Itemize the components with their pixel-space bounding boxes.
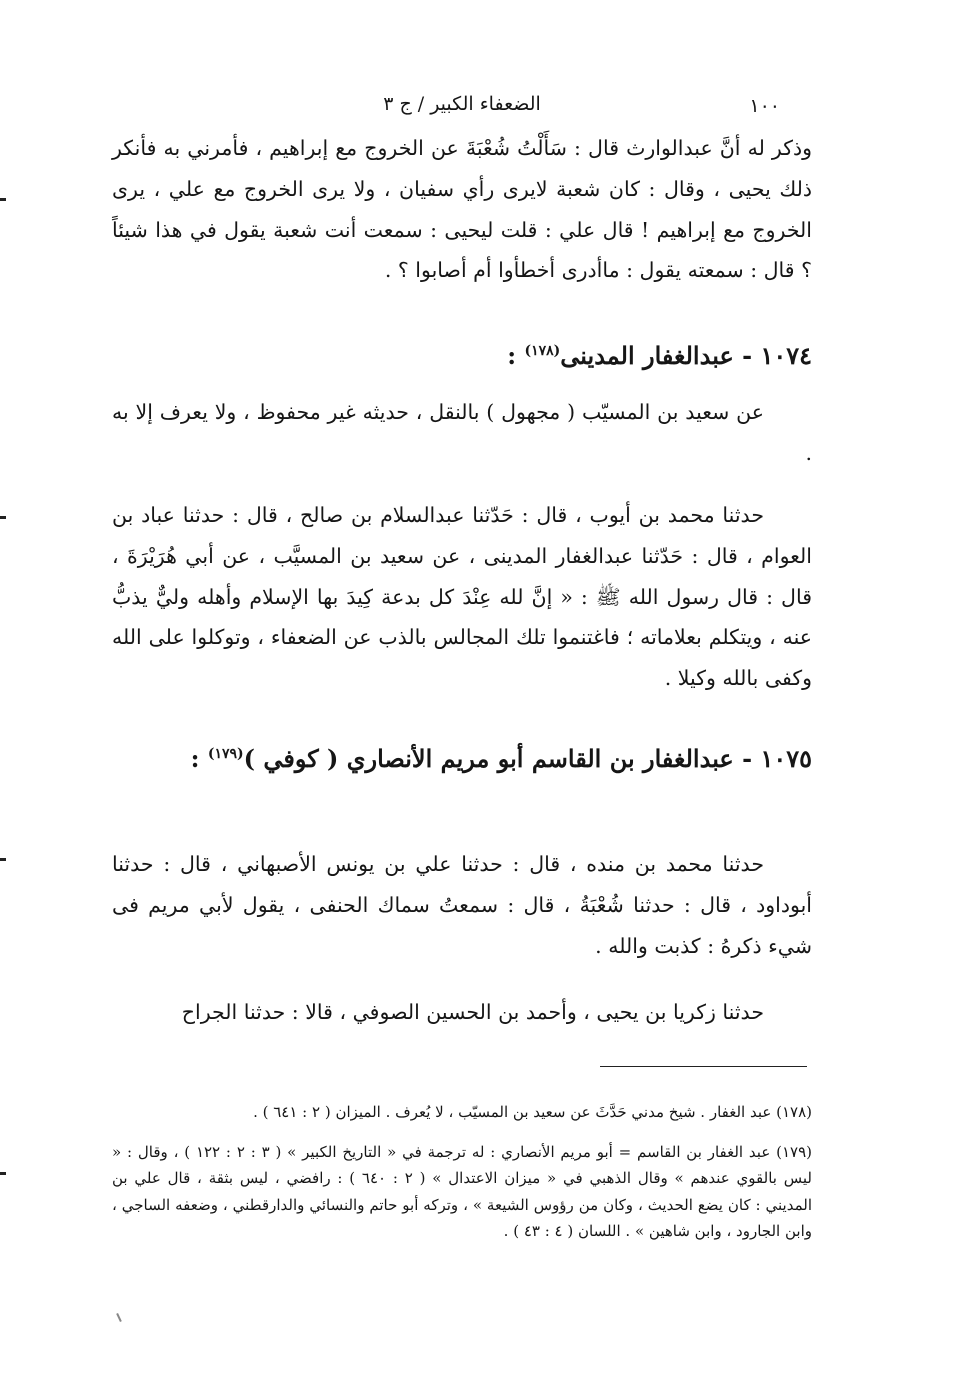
scan-margin-mark <box>0 516 6 519</box>
footnote-178: (١٧٨) عبد الغفار . شيخ مدني حَدَّثَ عن سعيد بن المسيّب ، لا يُعرف . الميزان ( ٢ : ٦٤١ ) . <box>253 1103 812 1121</box>
scan-margin-mark <box>0 198 6 201</box>
paragraph-last <box>112 992 812 1033</box>
scan-margin-mark <box>0 858 6 861</box>
page-header <box>112 88 812 120</box>
running-title: الضعفاء الكبير / ج ٣ <box>383 93 541 115</box>
paragraph: حدثنا محمد بن أيوب ، قال : حَدّثنا عبدالسلام بن صالح ، قال : حدثنا عباد بن العوام ، قال : حَدّثنا عبدالغفار المدينى ، عن سعيد بن المسيَّب ، عن أبي هُرَيْرَةَ ، قال : قال رسول الله ﷺ : « إنَّ لله عِنْدَ كل بدعة كِيدَ بها الإسلام وأهله وليٌّ يذبُّ عنه ، ويتكلم بعلاماته ؛ فاغتنموا تلك المجالس بالذب عن الضعفاء ، وتوكلوا على الله وكفى بالله وكيلا . <box>112 503 812 691</box>
footnote-179: (١٧٩) عبد الغفار بن القاسم = أبو مريم الأنصاري : له ترجمة في « التاريخ الكبير » ( ٣ : ٢ : ١٢٢ ) ، وقال : « ليس بالقوي عندهم » وقال الذهبي في « ميزان الاعتدال » ( ٢ : ٦٤٠ ) : رافضي ، ليس بثقة ، قال علي بن المديني : كان يضع الحديث ، وكان من رؤوس الشيعة » ، وتركه أبو حاتم والنسائي والدارقطني ، وضعفه الساجي ، وابن الجارود ، وابن شاهين » . اللسان ( ٤ : ٤٣ ) . <box>112 1142 812 1240</box>
footnote-ref: (١٧٨) <box>524 343 561 359</box>
paragraph: عن سعيد بن المسيّب ( مجهول ) بالنقل ، حديثه غير محفوظ ، ولا يعرف إلا به . <box>112 400 812 465</box>
hadith-block <box>112 495 812 699</box>
paragraph: وذكر له أنَّ عبدالوارث قال : سَأَلْتُ شُعْبَةَ عن الخروج مع إبراهيم ، فأمرني به فأنكر ذلك يحيى ، وقال : كان شعبة لايرى رأي سفيان ، ولا يرى الخروج مع علي ، يرى الخروج مع إبراهيم ! قال علي : قلت ليحيى : سمعت أنت شعبة يقول في هذا شيئاً ؟ قال : سمعته يقول : ماأدرى أخطأوا أم أصابوا ؟ . <box>112 136 812 283</box>
scan-margin-mark <box>0 1172 6 1175</box>
scan-artifact <box>116 1313 122 1322</box>
entry-colon: : <box>507 341 525 370</box>
paragraph: حدثنا محمد بن منده ، قال : حدثنا علي بن يونس الأصبهاني ، قال : حدثنا أبوداود ، قال : حدثنا شُعْبَةُ ، قال : سمعتُ سماك الحنفى ، يقول لأبي مريم فى شيء ذكرهُ : كذبت والله . <box>112 852 812 958</box>
entry-title: ١٠٧٥ - عبدالغفار بن القاسم أبو مريم الأنصاري ( كوفي ) <box>243 744 812 773</box>
paragraph-continuation <box>112 128 812 291</box>
entry-title: ١٠٧٤ - عبدالغفار المدينى <box>560 341 812 370</box>
page-number: ١٠٠ <box>749 95 780 117</box>
entry-1074-note <box>112 392 812 474</box>
entry-heading <box>112 736 812 782</box>
footnote-separator <box>600 1066 807 1067</box>
entry-1075 <box>112 736 812 782</box>
paragraph: حدثنا زكريا بن يحيى ، وأحمد بن الحسين الصوفي ، قالا : حدثنا الجراح <box>181 1000 764 1024</box>
footnotes <box>112 1099 812 1245</box>
entry-1074 <box>112 333 812 379</box>
entry-colon: : <box>190 744 208 773</box>
footnote-ref: (١٧٩) <box>207 746 244 762</box>
entry-heading <box>112 333 812 379</box>
entry-1075-text <box>112 844 812 966</box>
